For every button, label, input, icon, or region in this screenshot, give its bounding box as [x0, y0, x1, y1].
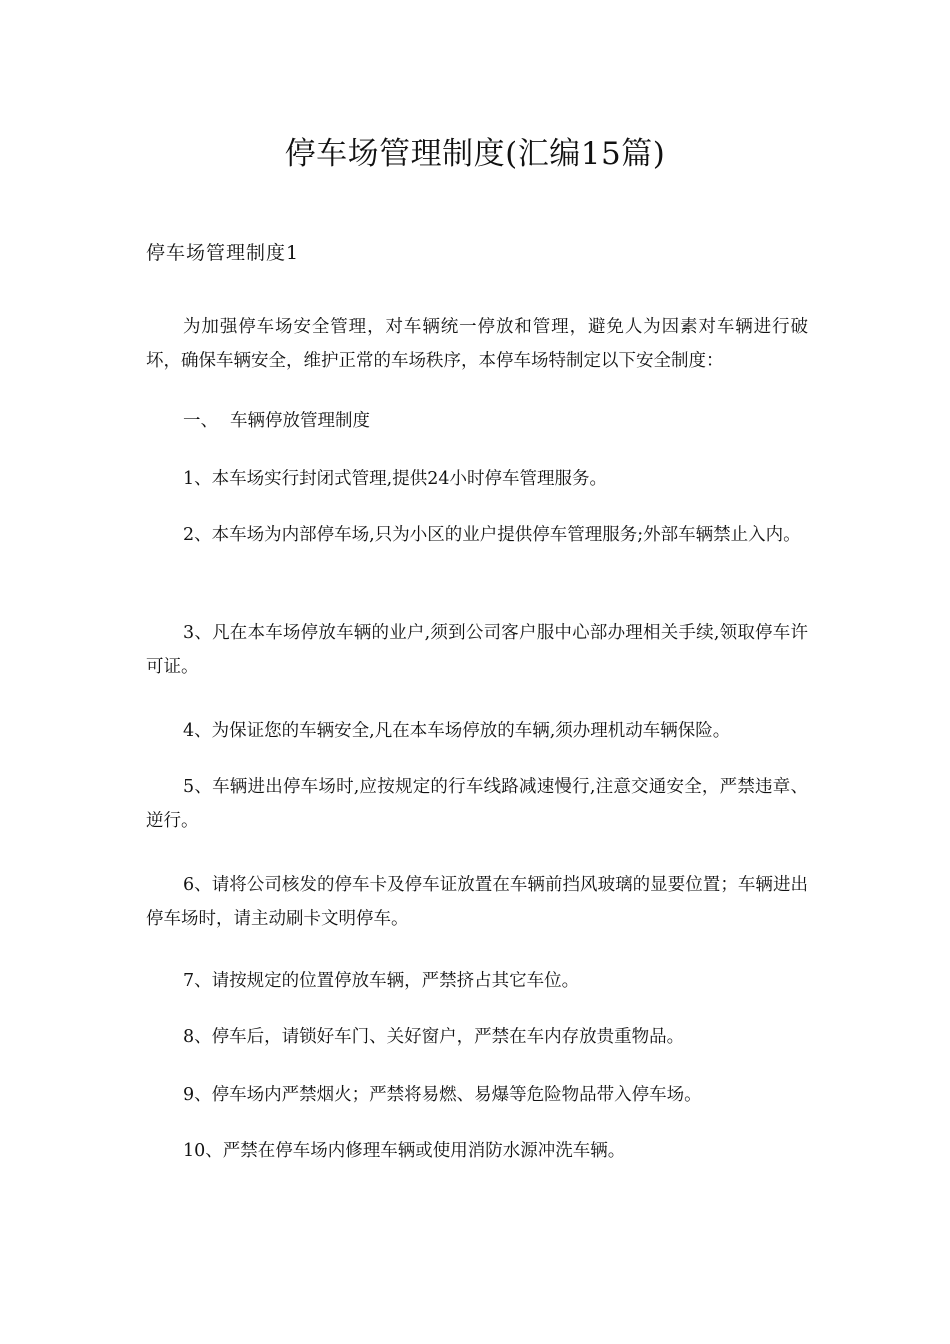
list-item: 9、停车场内严禁烟火；严禁将易燃、易爆等危险物品带入停车场。	[183, 1085, 702, 1105]
list-item: 7、请按规定的位置停放车辆，严禁挤占其它车位。	[183, 971, 580, 991]
list-item: 1、本车场实行封闭式管理,提供24小时停车管理服务。	[183, 469, 607, 489]
list-item: 2、本车场为内部停车场,只为小区的业户提供停车管理服务;外部车辆禁止入内。	[183, 525, 801, 545]
list-item: 6、请将公司核发的停车卡及停车证放置在车辆前挡风玻璃的显要位置；车辆进出停车场时，请主动刷卡文明停车。	[146, 875, 808, 929]
list-item: 10、严禁在停车场内修理车辆或使用消防水源冲洗车辆。	[183, 1141, 626, 1161]
list-item: 8、停车后，请锁好车门、关好窗户，严禁在车内存放贵重物品。	[183, 1027, 685, 1047]
subsection-number: 一、	[183, 411, 218, 431]
document-title: 停车场管理制度(汇编15篇)	[284, 136, 666, 172]
list-item: 5、车辆进出停车场时,应按规定的行车线路减速慢行,注意交通安全，严禁违章、逆行。	[146, 777, 808, 831]
subsection-title: 车辆停放管理制度	[230, 411, 370, 431]
list-item: 3、凡在本车场停放车辆的业户,须到公司客户服中心部办理相关手续,领取停车许可证。	[146, 623, 808, 677]
list-item: 4、为保证您的车辆安全,凡在本车场停放的车辆,须办理机动车辆保险。	[183, 721, 731, 741]
section-heading: 停车场管理制度1	[146, 242, 300, 264]
intro-paragraph: 为加强停车场安全管理，对车辆统一停放和管理，避免人为因素对车辆进行破坏，确保车辆安全，维护正常的车场秩序，本停车场特制定以下安全制度：	[146, 317, 808, 371]
subsection-heading	[183, 404, 370, 438]
